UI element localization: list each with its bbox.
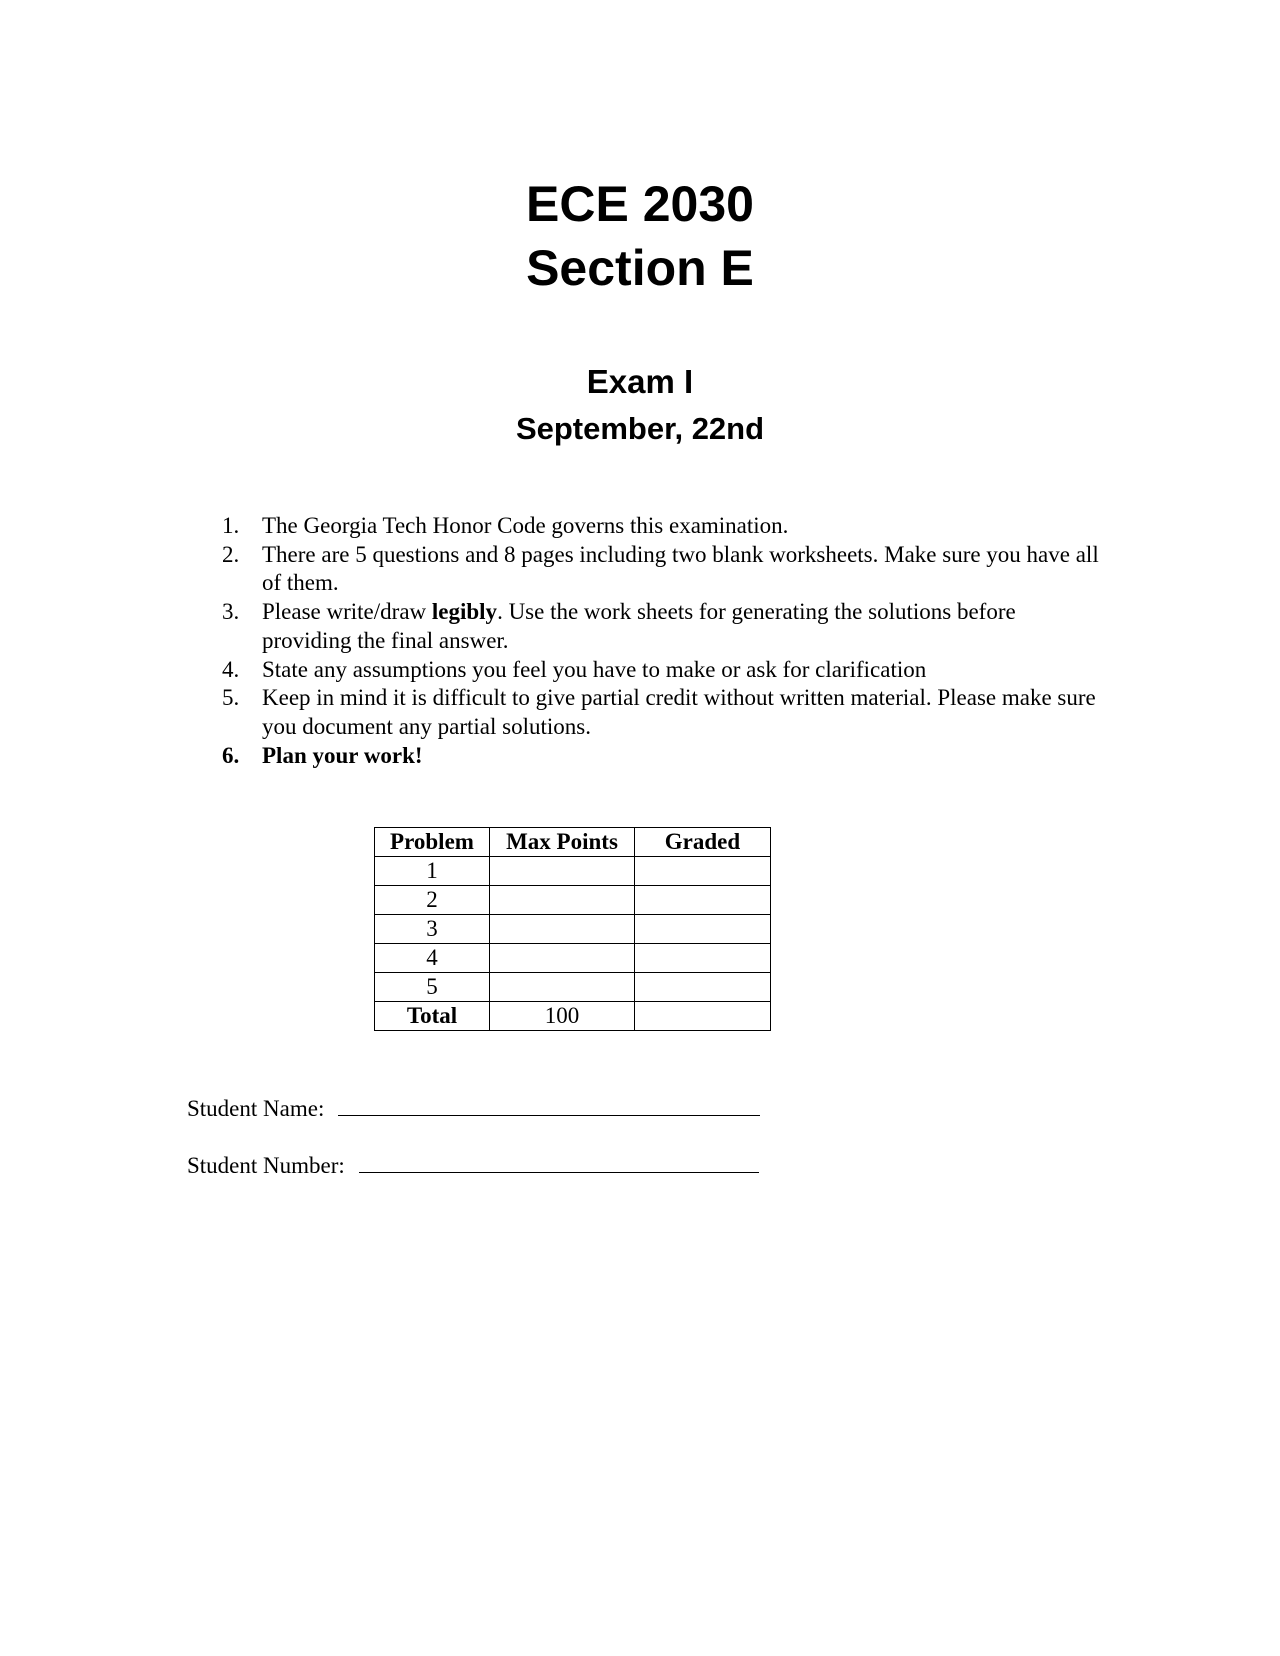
instruction-text: Plan your work! xyxy=(262,742,423,768)
total-max-points: 100 xyxy=(490,1002,635,1031)
table-row xyxy=(375,915,771,944)
instruction-number: 1. xyxy=(222,513,240,538)
graded-cell xyxy=(635,944,771,973)
instruction-item xyxy=(222,742,1102,771)
table-row xyxy=(375,886,771,915)
header-graded: Graded xyxy=(635,828,771,857)
table-row xyxy=(375,857,771,886)
instruction-number: 6. xyxy=(222,742,240,768)
student-number-label: Student Number: xyxy=(187,1153,345,1178)
problem-number: 5 xyxy=(375,973,490,1002)
instruction-text: . Use the work sheets for generating the solutions before providing the final answer. xyxy=(262,599,1016,653)
instruction-text: Keep in mind it is difficult to give partial credit without written material. Please make sure you document any partial solutions. xyxy=(262,685,1096,739)
instruction-text: State any assumptions you feel you have to make or ask for clarification xyxy=(262,656,927,682)
student-name-label: Student Name: xyxy=(187,1096,325,1121)
instruction-item xyxy=(222,656,1102,685)
max-points-cell xyxy=(490,915,635,944)
max-points-cell xyxy=(490,944,635,973)
table-row xyxy=(375,944,771,973)
student-number-blank[interactable] xyxy=(359,1150,759,1173)
graded-cell xyxy=(635,886,771,915)
student-name-blank[interactable] xyxy=(338,1093,760,1116)
instruction-emphasis: legibly xyxy=(431,599,498,625)
instruction-text: There are 5 questions and 8 pages including two blank worksheets. Make sure you have all of them. xyxy=(262,541,1099,596)
instruction-text: Please write/draw xyxy=(262,599,432,625)
total-label: Total xyxy=(375,1002,490,1031)
total-graded xyxy=(635,1002,771,1031)
instruction-text: The Georgia Tech Honor Code governs this examination. xyxy=(262,513,789,538)
graded-cell xyxy=(635,857,771,886)
course-title xyxy=(0,172,1280,300)
instruction-item xyxy=(222,598,1102,655)
max-points-cell xyxy=(490,886,635,915)
max-points-cell xyxy=(490,973,635,1002)
instructions-list xyxy=(222,512,1102,770)
graded-cell xyxy=(635,973,771,1002)
graded-cell xyxy=(635,915,771,944)
header-max-points: Max Points xyxy=(490,828,635,857)
problem-number: 2 xyxy=(375,886,490,915)
max-points-cell xyxy=(490,857,635,886)
problem-number: 4 xyxy=(375,944,490,973)
instruction-number: 2. xyxy=(222,541,240,567)
score-table xyxy=(374,827,771,1031)
instruction-item xyxy=(222,512,1102,541)
table-row xyxy=(375,973,771,1002)
course-code: ECE 2030 xyxy=(526,176,754,232)
instruction-number: 5. xyxy=(222,685,240,711)
problem-number: 3 xyxy=(375,915,490,944)
instruction-item xyxy=(222,684,1102,741)
exam-date: September, 22nd xyxy=(515,411,765,446)
problem-number: 1 xyxy=(375,857,490,886)
instruction-item xyxy=(222,541,1102,598)
student-number-field xyxy=(187,1150,759,1181)
total-row xyxy=(375,1002,771,1031)
header-problem: Problem xyxy=(375,828,490,857)
exam-name: Exam I xyxy=(586,363,694,400)
student-name-field xyxy=(187,1093,760,1124)
section-name: Section E xyxy=(526,240,754,296)
instruction-number: 4. xyxy=(222,656,240,682)
table-header-row xyxy=(375,828,771,857)
instruction-number: 3. xyxy=(222,599,240,625)
